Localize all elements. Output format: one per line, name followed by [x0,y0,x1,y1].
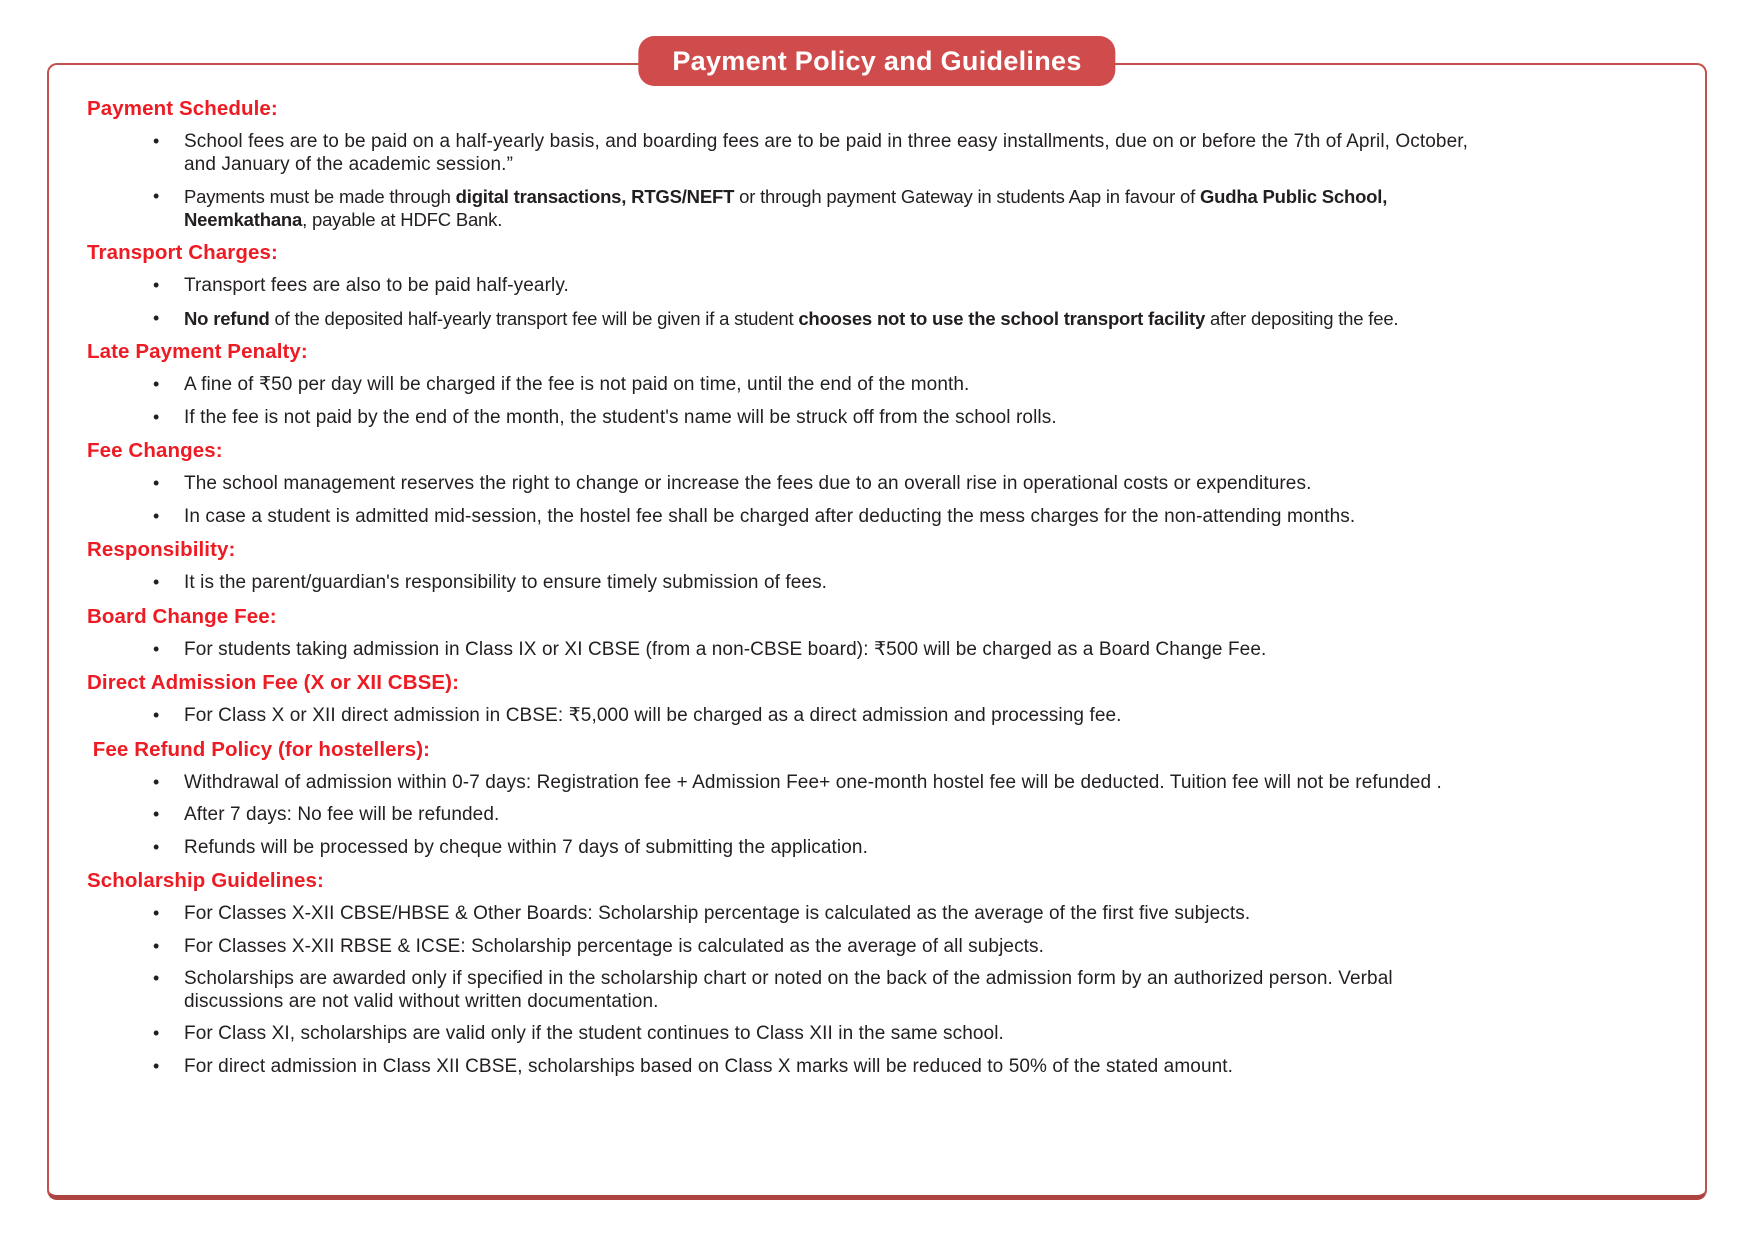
bullet-item [153,705,1535,728]
bullet-text: For Class X or XII direct admission in CBSE: ₹5,000 will be charged as a direct admission and processing fee. [184,705,1122,726]
bullet-text: For Class XI, scholarships are valid only if the student continues to Class XII in the same school. [184,1023,1004,1044]
bullet-item [153,275,1535,298]
bullet-text: of the deposited half-yearly transport fee will be given if a student [269,307,799,329]
section-heading: Payment Schedule: [87,97,278,120]
section-bullets [87,705,1535,728]
bullet-text: Payments must be made through [184,186,456,207]
policy-section [87,738,1535,860]
bullet-text: School fees are to be paid on a half-yearly basis, and boarding fees are to be paid in three easy installments, due on or before the 7th of April, October, [184,131,1469,152]
bullet-text: If the fee is not paid by the end of the month, the student's name will be struck off from the school rolls. [184,406,1057,428]
bullet-text: For Classes X-XII CBSE/HBSE & Other Boards: Scholarship percentage is calculated as the average of the first five subjects. [184,903,1251,924]
bullet-text: After 7 days: No fee will be refunded. [184,804,500,825]
bullet-text: For students taking admission in Class IX or XI CBSE (from a non-CBSE board): ₹500 will be charged as a Board Change Fee. [184,638,1267,660]
bullet-item [153,308,1535,331]
bullet-text: In case a student is admitted mid-session, the hostel fee shall be charged after deducting the mess charges for the non-attending months. [184,505,1356,527]
section-heading: Scholarship Guidelines: [87,869,324,892]
bullet-item [153,837,1535,860]
bullet-text: discussions are not valid without written documentation. [184,990,659,1012]
bullet-text: , payable at HDFC Bank. [302,208,503,230]
policy-content [49,65,1705,1195]
bullet-item [153,639,1535,662]
sections-container [87,97,1535,1078]
bullet-text: For Classes X-XII RBSE & ICSE: Scholarship percentage is calculated as the average of all subjects. [184,935,1045,957]
bullet-text: and January of the academic session.” [184,153,513,175]
policy-section [87,439,1535,528]
policy-section [87,97,1535,231]
bullet-text: Refunds will be processed by cheque within 7 days of submitting the application. [184,836,868,858]
section-bullets [87,572,1535,595]
bullet-text-bold: digital transactions, RTGS/NEFT [455,186,735,207]
bullet-item [153,506,1535,529]
policy-section [87,605,1535,662]
section-heading: Fee Refund Policy (for hostellers): [87,737,431,761]
bullet-item [153,804,1535,827]
section-bullets [87,131,1535,231]
section-bullets [87,903,1535,1078]
bullet-item [153,131,1535,176]
policy-box [47,63,1707,1200]
bullet-text-bold: Neemkathana [184,208,303,230]
bullet-item [153,1056,1535,1079]
policy-section [87,538,1535,595]
bullet-text: A fine of ₹50 per day will be charged if the fee is not paid on time, until the end of the month. [184,374,970,395]
bullet-item [153,572,1535,595]
bullet-text: It is the parent/guardian's responsibility to ensure timely submission of fees. [184,572,828,593]
policy-section [87,241,1535,330]
policy-section [87,869,1535,1078]
section-heading: Board Change Fee: [87,604,277,628]
section-heading: Responsibility: [87,538,236,561]
bullet-text: Transport fees are also to be paid half-yearly. [184,275,569,296]
section-bullets [87,639,1535,662]
bullet-item [153,968,1535,1013]
bullet-item [153,772,1535,795]
bullet-text: Scholarships are awarded only if specified in the scholarship chart or noted on the back of the admission form by an authorized person. Verbal [184,968,1393,989]
policy-section [87,671,1535,728]
bullet-text: For direct admission in Class XII CBSE, scholarships based on Class X marks will be reduced to 50% of the stated amount. [184,1055,1234,1077]
bullet-text: or through payment Gateway in students Aap in favour of [734,186,1200,207]
bullet-text: The school management reserves the right to change or increase the fees due to an overall rise in operational costs or expenditures. [184,473,1312,494]
section-bullets [87,275,1535,330]
bullet-text: Withdrawal of admission within 0-7 days: Registration fee + Admission Fee+ one-month hostel fee will be deducted. Tuition fee will not be refunded . [184,771,1442,793]
bullet-item [153,374,1535,397]
bullet-text: after depositing the fee. [1205,307,1399,329]
section-heading: Late Payment Penalty: [87,340,308,363]
bullet-item [153,936,1535,959]
section-heading: Fee Changes: [87,439,223,462]
section-bullets [87,473,1535,528]
bullet-text-bold: chooses not to use the school transport facility [798,307,1206,329]
bullet-item [153,186,1535,231]
section-heading: Direct Admission Fee (X or XII CBSE): [87,671,460,694]
bullet-item [153,903,1535,926]
page-title: Payment Policy and Guidelines [672,46,1082,76]
bullet-item [153,473,1535,496]
bullet-text-bold: No refund [184,307,270,329]
title-banner [638,36,1115,86]
bullet-item [153,1023,1535,1046]
bullet-item [153,407,1535,430]
section-heading: Transport Charges: [87,241,278,264]
bullet-text-bold: Gudha Public School, [1199,186,1388,207]
section-bullets [87,772,1535,860]
section-bullets [87,374,1535,429]
policy-section [87,340,1535,429]
